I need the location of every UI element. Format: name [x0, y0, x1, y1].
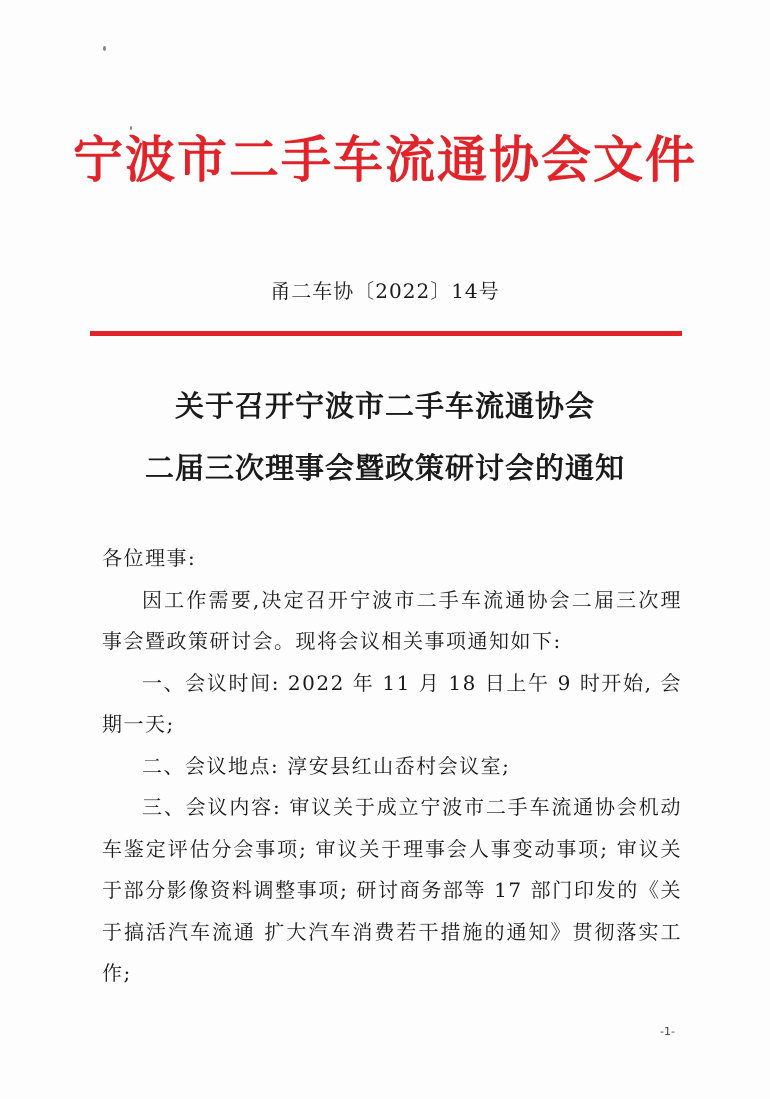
notice-body: [102, 538, 682, 995]
issuer-header-title: 宁波市二手车流通协会文件: [73, 130, 697, 189]
scan-speck: [103, 46, 106, 51]
body-paragraph: 三、会议内容: 审议关于成立宁波市二手车流通协会机动车鉴定评估分会事项; 审议关于理事会人事变动事项; 审议关于部分影像资料调整事项; 研讨商务部等 17 部门印发的《关于搞活汽车流通 扩大汽车消费若干措施的通知》贯彻落实工作;: [102, 795, 682, 985]
red-separator-line: [90, 331, 682, 336]
notice-title-line-1: 关于召开宁波市二手车流通协会: [174, 389, 595, 423]
notice-title-line-2: 二届三次理事会暨政策研讨会的通知: [144, 451, 625, 485]
body-paragraph: 二、会议地点: 淳安县红山岙村会议室;: [142, 753, 511, 778]
body-paragraph: 因工作需要,决定召开宁波市二手车流通协会二届三次理事会暨政策研讨会。现将会议相关事项通知如下:: [102, 587, 682, 653]
page-number: -1-: [660, 1025, 675, 1038]
body-paragraph: 一、会议时间: 2022 年 11 月 18 日上午 9 时开始, 会期一天;: [102, 670, 682, 736]
salutation: 各位理事:: [102, 546, 197, 570]
document-number: 甬二车协〔2022〕14号: [270, 279, 500, 303]
